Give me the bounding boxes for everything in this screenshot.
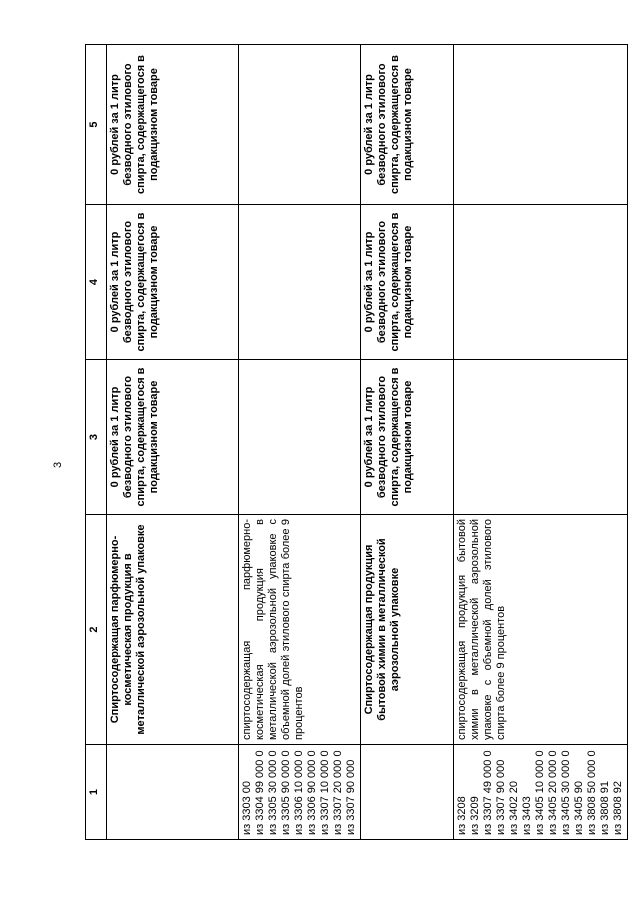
tn-ved-code: из 3307 90 000 <box>345 759 357 835</box>
tn-ved-code: из 3405 10 000 0 <box>534 750 546 835</box>
rate-cell <box>239 45 361 205</box>
tn-ved-code: из 3305 90 000 0 <box>280 750 292 835</box>
tn-ved-code: из 3808 91 <box>599 780 611 835</box>
tn-ved-code: из 3307 49 000 0 <box>482 750 494 835</box>
tn-ved-code: из 3307 90 000 <box>495 759 507 835</box>
tn-ved-code: из 3306 10 000 0 <box>293 750 305 835</box>
tn-ved-code: из 3307 20 000 0 <box>332 750 344 835</box>
excise-rate-table <box>85 44 628 840</box>
rotated-page <box>85 45 624 840</box>
column-number: 4 <box>86 205 107 360</box>
rate-cell: 0 рублей за 1 литр безводного этилового спирта, содержащегося в подакцизном товаре <box>361 45 454 205</box>
tn-ved-code: из 3808 92 <box>612 780 624 835</box>
tn-ved-code: из 3402 20 <box>508 780 520 835</box>
rate-cell <box>239 205 361 360</box>
column-number: 5 <box>86 45 107 205</box>
tn-ved-code: из 3208 <box>456 796 468 835</box>
code-cell <box>107 745 239 840</box>
rate-cell: 0 рублей за 1 литр безводного этилового спирта, содержащегося в подакцизном товаре <box>107 360 239 515</box>
page-number: 3 <box>52 461 64 468</box>
rate-cell <box>239 360 361 515</box>
product-description: спиртосодержащая продукция бытовой химии в металлической аэрозольной упаковке с объемной долей этилового спирта более 9 процентов <box>454 515 628 745</box>
tn-ved-code: из 3305 30 000 0 <box>267 750 279 835</box>
tn-ved-code: из 3403 <box>521 796 533 835</box>
rate-cell: 0 рублей за 1 литр безводного этилового спирта, содержащегося в подакцизном товаре <box>361 205 454 360</box>
rate-cell: 0 рублей за 1 литр безводного этилового спирта, содержащегося в подакцизном товаре <box>361 360 454 515</box>
rate-cell: 0 рублей за 1 литр безводного этилового спирта, содержащегося в подакцизном товаре <box>107 205 239 360</box>
category-heading: Спиртосодержащая продукция бытовой химии в металлической аэрозольной упаковке <box>361 515 454 745</box>
tn-ved-code: из 3405 20 000 0 <box>547 750 559 835</box>
header-row <box>86 45 107 840</box>
category-heading: Спиртосодержащая парфюмерно-косметическая продукция в металлической аэрозольной упаковке <box>107 515 239 745</box>
column-number: 3 <box>86 360 107 515</box>
rate-cell <box>454 205 628 360</box>
tn-ved-code: из 3808 50 000 0 <box>586 750 598 835</box>
rate-cell <box>454 45 628 205</box>
code-cell <box>361 745 454 840</box>
column-number: 2 <box>86 515 107 745</box>
code-cell <box>239 745 361 840</box>
tn-ved-code: из 3306 90 000 0 <box>306 750 318 835</box>
tn-ved-code: из 3209 <box>469 796 481 835</box>
product-description: спиртосодержащая парфюмерно-косметическая продукция в металлической аэрозольной упаковке с объемной долей этилового спирта более 9 процентов <box>239 515 361 745</box>
tn-ved-code: из 3405 30 000 0 <box>560 750 572 835</box>
code-cell <box>454 745 628 840</box>
tn-ved-code: из 3303 00 <box>241 780 253 835</box>
table-row <box>361 45 454 840</box>
tn-ved-code: из 3405 90 <box>573 780 585 835</box>
tn-ved-code: из 3304 99 000 0 <box>254 750 266 835</box>
rate-cell <box>454 360 628 515</box>
column-number: 1 <box>86 745 107 840</box>
table-row <box>454 45 628 840</box>
rate-cell: 0 рублей за 1 литр безводного этилового спирта, содержащегося в подакцизном товаре <box>107 45 239 205</box>
tn-ved-code: из 3307 10 000 0 <box>319 750 331 835</box>
table-row <box>107 45 239 840</box>
table-row <box>239 45 361 840</box>
